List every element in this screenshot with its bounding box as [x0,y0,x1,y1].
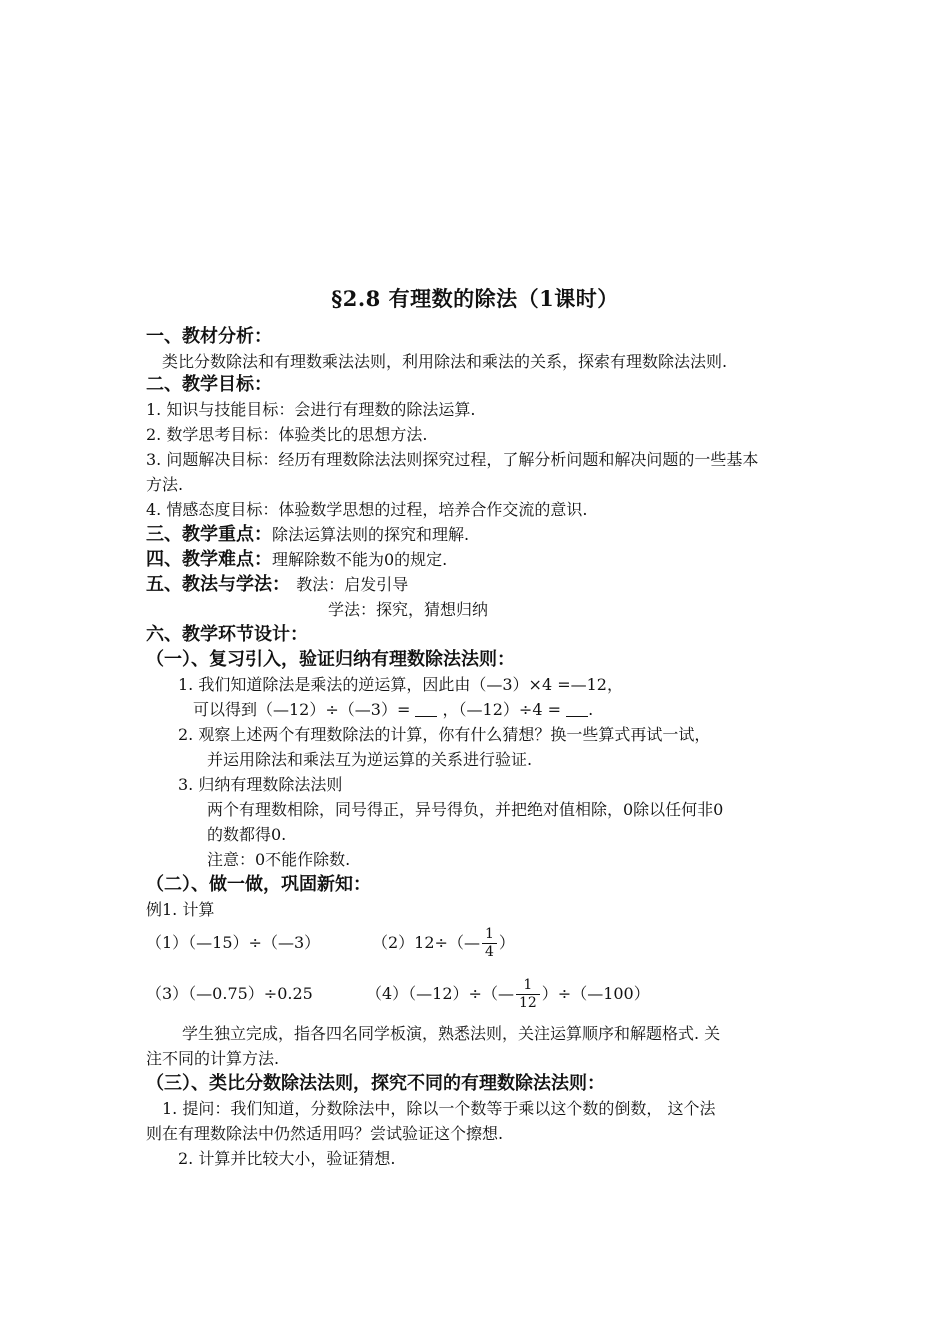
exercise-2: （2）12÷（— $\frac{1}{4}$ ） [372,926,515,960]
section-heading-difficulties [146,549,447,571]
section-heading-goals: 二、教学目标： [146,374,272,395]
goal-item: 2. 数学思考目标：体验类比的思想方法. [146,425,428,444]
exercise-1: （1）（—15）÷（—3） [146,933,321,952]
section-heading-material: 一、教材分析： [146,326,272,347]
part2-heading: （二）、做一做，巩固新知： [146,874,371,895]
practice-note: 学生独立完成，指各四名同学板演，熟悉法则，关注运算顺序和解题格式. 关 [182,1024,721,1043]
part1-line: 3. 归纳有理数除法法则 [178,775,343,794]
part1-heading: （一）、复习引入，验证归纳有理数除法法则： [146,649,515,670]
section-heading-methods [146,574,408,596]
teaching-method-text: 教法：启发引导 [296,575,409,594]
section-heading-design: 六、教学环节设计： [146,624,308,645]
division-rule-text: 两个有理数相除，同号得正，异号得负，并把绝对值相除，0除以任何非0 [207,800,724,819]
part1-line: 1. 我们知道除法是乘法的逆运算，因此由（—3）×4 =—12， [178,675,623,694]
goal-item: 1. 知识与技能目标：会进行有理数的除法运算. [146,400,476,419]
difficulties-label: 四、教学难点： [146,549,272,570]
part3-heading: （三）、类比分数除法法则，探究不同的有理数除法法则： [146,1073,605,1094]
key-points-text: 除法运算法则的探究和理解. [272,525,470,544]
division-rule-text: 的数都得0. [207,825,287,844]
difficulties-text: 理解除数不能为0的规定. [272,550,448,569]
part3-line: 1. 提问：我们知道，分数除法中，除以一个数等于乘以这个数的倒数， 这个法 [162,1099,716,1118]
part1-line: 并运用除法和乘法互为逆运算的关系进行验证. [207,750,533,769]
learning-method-text: 学法：探究，猜想归纳 [328,600,489,619]
practice-note: 注不同的计算方法. [146,1049,280,1068]
section-heading-key-points [146,524,469,546]
exercise-3: （3）（—0.75）÷0.25 [146,984,313,1003]
part3-line: 2. 计算并比较大小，验证猜想. [178,1149,396,1168]
fraction-one-twelfth: $\frac{1}{12}$ [516,977,540,1012]
key-points-label: 三、教学重点： [146,524,272,545]
goal-item: 3. 问题解决目标：经历有理数除法法则探究过程，了解分析问题和解决问题的一些基本 [146,450,759,469]
fraction-one-quarter: $\frac{1}{4}$ [482,926,497,961]
methods-label: 五、教法与学法： [146,574,290,595]
part3-line: 则在有理数除法中仍然适用吗？尝试验证这个擦想. [146,1124,504,1143]
part1-fill-blank-line: 可以得到（—12）÷（—3）= ，（—12）÷4 = . [193,700,594,719]
division-rule-note: 注意：0不能作除数. [207,850,351,869]
example-label: 例1. 计算 [146,900,215,919]
answer-blank[interactable] [415,700,437,717]
exercise-4: （4）（—12）÷（— $\frac{1}{12}$ ）÷（—100） [366,977,650,1011]
goal-item: 方法. [146,475,184,494]
goal-item: 4. 情感态度目标：体验数学思想的过程，培养合作交流的意识. [146,500,588,519]
answer-blank[interactable] [566,700,588,717]
part1-line: 2. 观察上述两个有理数除法的计算，你有什么猜想？换一些算式再试一试， [178,725,711,744]
material-analysis-text: 类比分数除法和有理数乘法法则，利用除法和乘法的关系，探索有理数除法法则. [162,352,728,371]
page-title: §2.8 有理数的除法（1课时） [331,286,619,311]
